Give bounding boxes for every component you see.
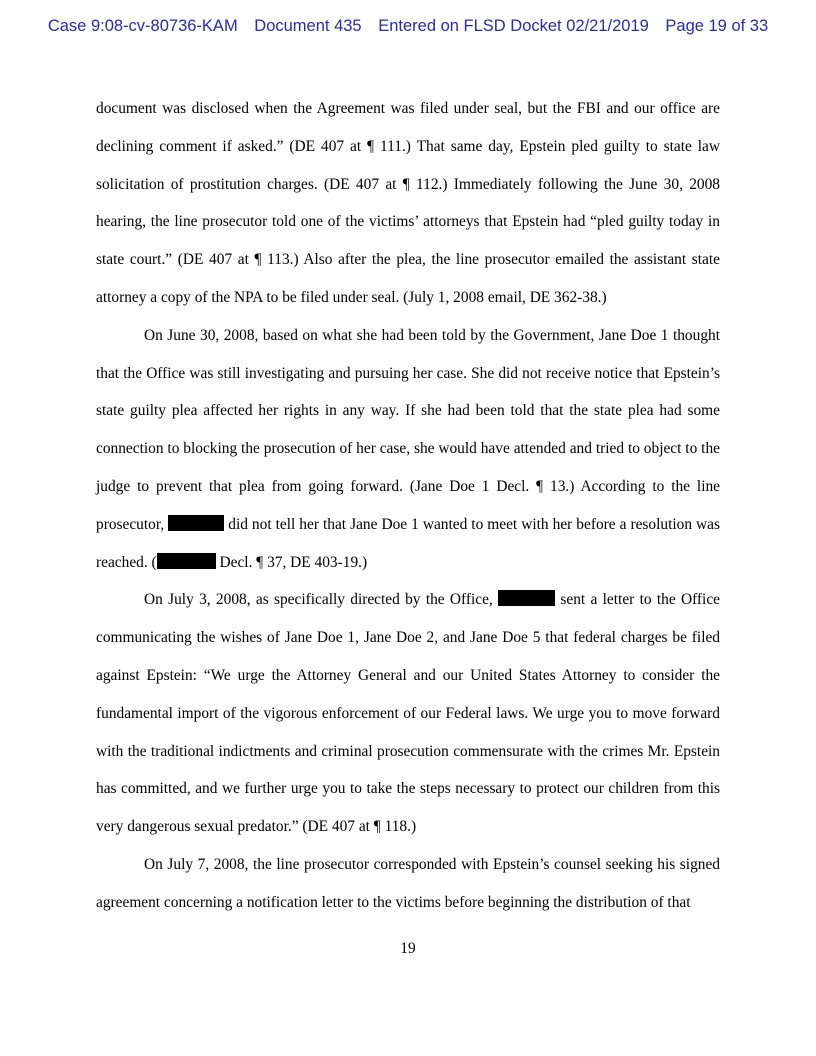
paragraph-july-7: On July 7, 2008, the line prosecutor corresponded with Epstein’s counsel seeking his signed agreement concerning a notification letter to the victims before beginning the distribution of that <box>96 855 720 911</box>
paragraph-july-3 <box>96 581 720 846</box>
redaction-block <box>157 553 216 569</box>
paragraph-continued: document was disclosed when the Agreement was filed under seal, but the FBI and our office are declining comment if asked.” (DE 407 at ¶ 111.) That same day, Epstein pled guilty to state law solicitation of prostitution charges. (DE 407 at ¶ 112.) Immediately following the June 30, 2008 hearing, the line prosecutor told one of the victims’ attorneys that Epstein had “pled guilty today in state court.” (DE 407 at ¶ 113.) Also after the plea, the line prosecutor emailed the assistant state attorney a copy of the NPA to be filed under seal. (July 1, 2008 email, DE 362-38.) <box>96 100 720 306</box>
paragraph-text: sent a letter to the Office communicating the wishes of Jane Doe 1, Jane Doe 2, and Jane Doe 5 that federal charges be filed against Epstein: “We urge the Attorney General and our United States Attorney to consider the fundamental import of the vigorous enforcement of our Federal laws. We urge you to move forward with the traditional indictments and criminal prosecution commensurate with the crimes Mr. Epstein has committed, and we further urge you to take the steps necessary to protect our children from this very dangerous sexual predator.” (DE 407 at ¶ 118.) <box>96 591 720 836</box>
document-number: Document 435 <box>254 17 362 35</box>
docket-header <box>0 17 816 36</box>
redaction-block <box>498 590 555 606</box>
page-number: 19 <box>400 940 416 957</box>
redaction-block <box>168 515 224 531</box>
paragraph-june-30 <box>96 317 720 582</box>
paragraph-text: Decl. ¶ 37, DE 403-19.) <box>215 553 368 571</box>
document-body <box>96 90 720 922</box>
paragraph-text: On July 3, 2008, as specifically directed by the Office, <box>144 591 499 609</box>
case-number: Case 9:08-cv-80736-KAM <box>47 17 238 35</box>
page-count: Page 19 of 33 <box>665 17 769 35</box>
paragraph-text: On June 30, 2008, based on what she had been told by the Government, Jane Doe 1 thought that the Office was still investigating and pursuing her case. She did not receive notice that Epstein’s state guilty plea affected her rights in any way. If she had been told that the state plea had some connection to blocking the prosecution of her case, she would have attended and tried to object to the judge to prevent that plea from going forward. (Jane Doe 1 Decl. ¶ 13.) According to the line prosecutor, <box>96 326 720 533</box>
docket-entry-date: Entered on FLSD Docket 02/21/2019 <box>378 17 649 35</box>
paragraph-text: did not tell her that Jane Doe 1 wanted to meet with her before a resolution was reached. ( <box>96 515 720 571</box>
